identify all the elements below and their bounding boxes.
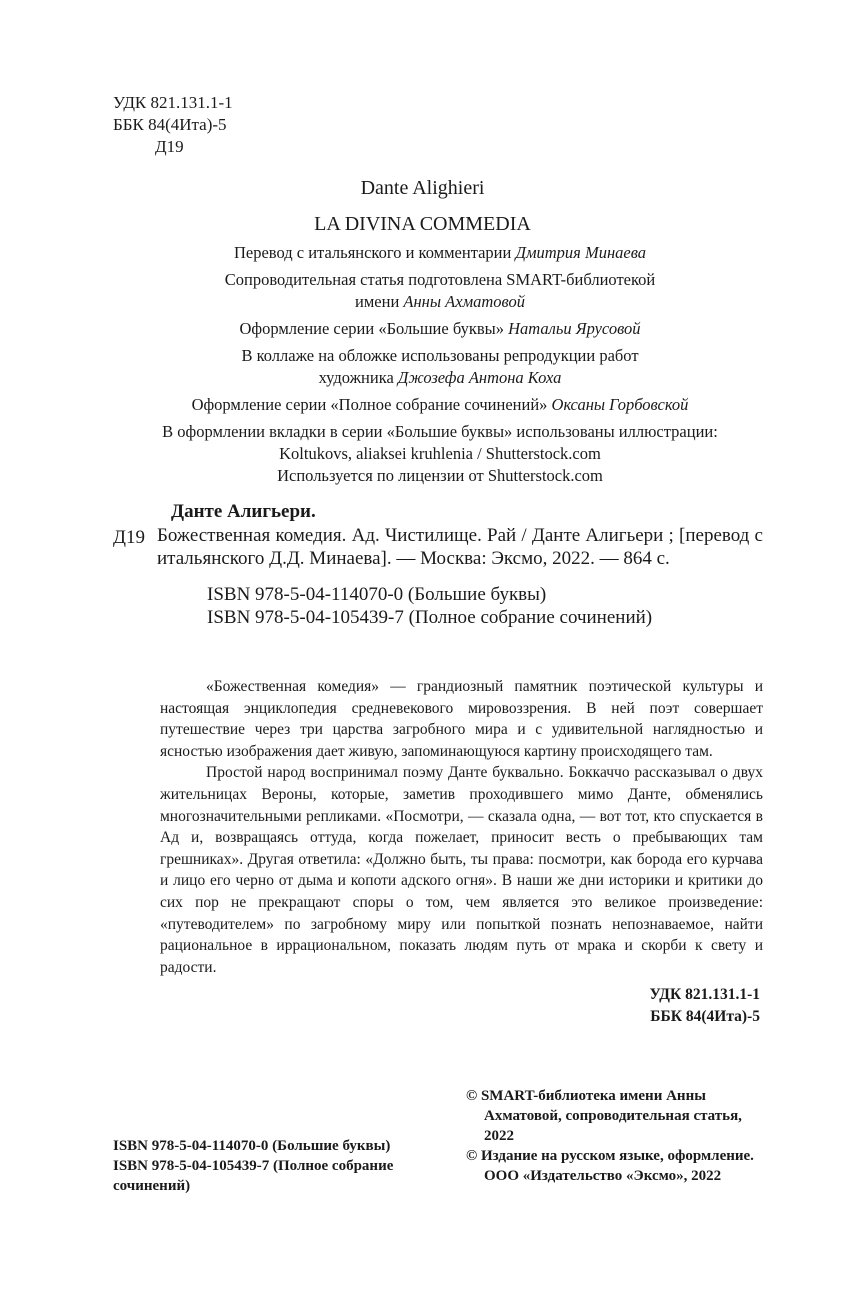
- credit-insert: В оформлении вкладки в серии «Большие буквы» использованы иллюстрации: Koltukovs, aliaksei kruhlenia / Shutterstock.com Используется по лицензии от Shutterstock.com: [162, 422, 718, 485]
- annotation-bbk: ББК 84(4Ита)-5: [650, 1007, 760, 1025]
- copyright-1: © SMART-библиотека имени Анны Ахматовой, сопроводительная статья, 2022: [466, 1088, 742, 1144]
- annotation-block: [160, 676, 763, 1028]
- bottom-isbn-1: ISBN 978-5-04-114070-0 (Большие буквы): [113, 1138, 391, 1154]
- udk-code: УДК 821.131.1-1: [113, 93, 233, 112]
- original-title: LA DIVINA COMMEDIA: [314, 213, 531, 235]
- bottom-isbn-block: [113, 1136, 443, 1196]
- credit-series-design: Оформление серии «Большие буквы» Натальи Ярусовой: [239, 319, 641, 338]
- entry-code: Д19: [113, 527, 145, 548]
- entry-isbns: [207, 583, 763, 630]
- credit-collage: В коллаже на обложке использованы репродукции работ художника Джозефа Антона Коха: [241, 346, 639, 387]
- classification-block: [113, 92, 233, 158]
- entry-author: Данте Алигьери.: [171, 501, 316, 522]
- credit-article: Сопроводительная статья подготовлена SMART-библиотекой имени Анны Ахматовой: [224, 270, 656, 311]
- bibliographic-entry: [113, 500, 763, 630]
- annotation-udk: УДК 821.131.1-1: [649, 986, 760, 1004]
- original-title-block: [0, 170, 845, 242]
- copyright-2: © Издание на русском языке, оформление. ООО «Издательство «Эксмо», 2022: [466, 1148, 754, 1184]
- bbk-code: ББК 84(4Ита)-5: [113, 115, 227, 134]
- entry-isbn-1: ISBN 978-5-04-114070-0 (Большие буквы): [207, 583, 547, 605]
- author-mark: Д19: [155, 137, 184, 156]
- entry-description: Божественная комедия. Ад. Чистилище. Рай / Данте Алигьери ; [перевод с итальянского Д.Д. Минаева]. — Москва: Эксмо, 2022. — 864 с.: [157, 524, 763, 569]
- copyright-block: [466, 1086, 766, 1186]
- annotation-paragraph-1: «Божественная комедия» — грандиозный памятник поэтической культуры и настоящая энциклопедия средневекового мировоззрения. В ней поэт совершает путешествие через три царства загробного мира и с удивительной наглядностью и ясностью изображения дает живую, запоминающуюся картину происходящего там.: [160, 678, 763, 760]
- original-author: Dante Alighieri: [360, 177, 485, 199]
- bottom-isbn-2: ISBN 978-5-04-105439-7 (Полное собрание сочинений): [113, 1158, 394, 1194]
- credit-translation: Перевод с итальянского и комментарии Дмитрия Минаева: [233, 243, 647, 262]
- annotation-codes: [160, 984, 763, 1027]
- annotation-paragraph-2: Простой народ воспринимал поэму Данте буквально. Боккаччо рассказывал о двух жительницах Вероны, которые, заметив проходившего мимо Данте, обменялись многозначительными репликами. «Посмотри, — сказала одна, — вот тот, кто спускается в Ад и, возвращаясь оттуда, когда пожелает, приносит весть о пребывающих там грешниках». Другая ответила: «Должно быть, ты права: посмотри, как борода его курчава и лицо его черно от дыма и копоти адского огня». В наши же дни историки и критики до сих пор не прекращают споры о том, чем является это великое произведение: «путеводителем» по загробному миру или попыткой познать непознаваемое, найти рациональное в иррациональном, показать людям путь от мрака и скорби к свету и радости.: [160, 764, 763, 976]
- credit-series2-design: Оформление серии «Полное собрание сочинений» Оксаны Горбовской: [191, 395, 689, 414]
- credits-block: [100, 242, 780, 487]
- entry-isbn-2: ISBN 978-5-04-105439-7 (Полное собрание сочинений): [207, 607, 653, 628]
